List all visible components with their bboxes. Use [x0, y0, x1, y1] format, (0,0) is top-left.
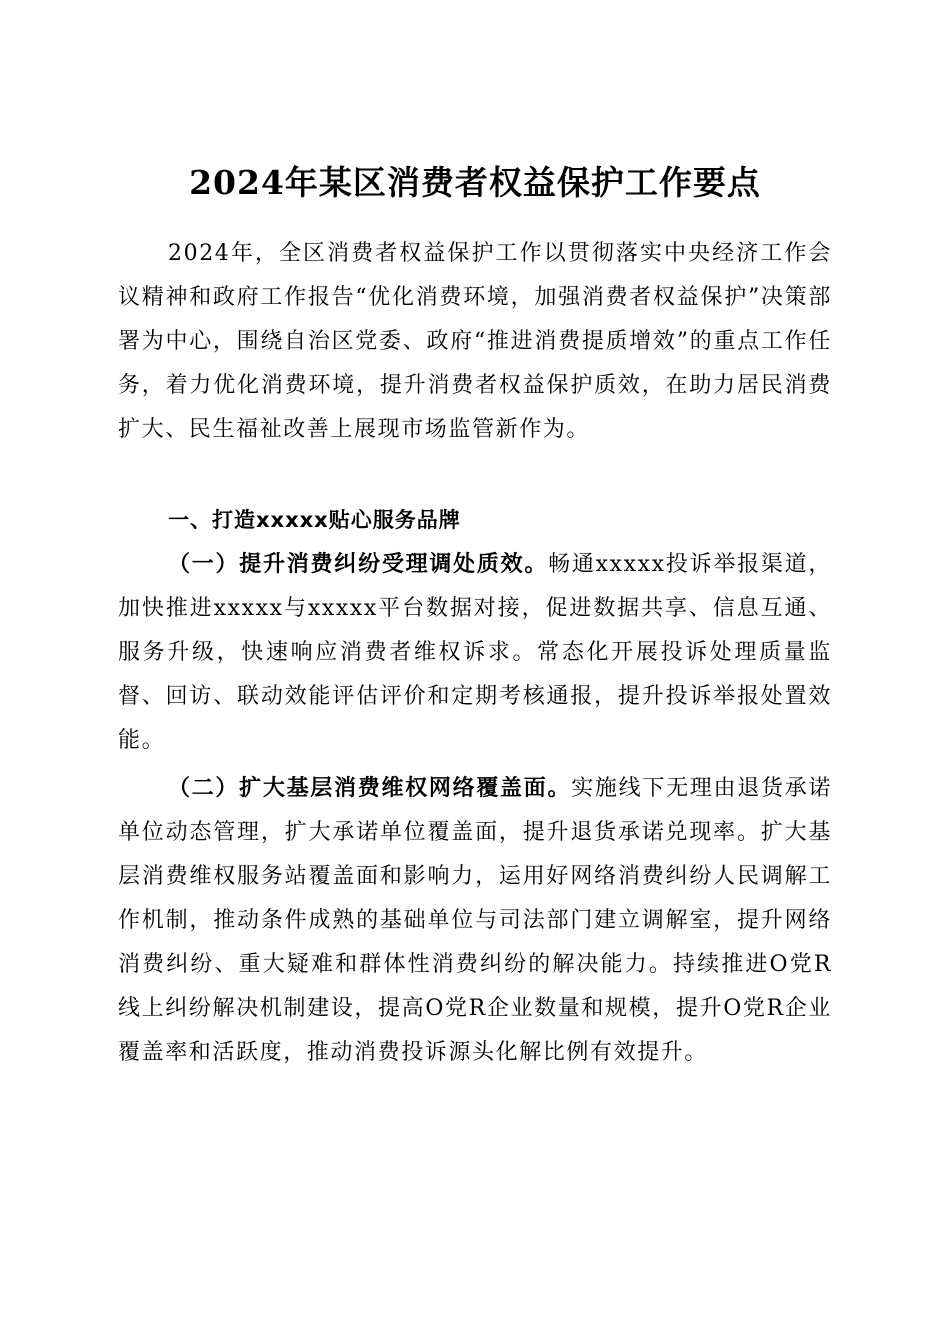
section1-item2-paragraph: [118, 766, 832, 1075]
section1-item2-text: 实施线下无理由退货承诺单位动态管理，扩大承诺单位覆盖面，提升退货承诺兑现率。扩大基层消费维权服务站覆盖面和影响力，运用好网络消费纠纷人民调解工作机制，推动条件成熟的基础单位与司法部门建立调解室，提升网络消费纠纷、重大疑难和群体性消费纠纷的解决能力。持续推进O党R线上纠纷解决机制建设，提高O党R企业数量和规模，提升O党R企业覆盖率和活跃度，推动消费投诉源头化解比例有效提升。: [118, 776, 833, 1065]
section-heading-1: 一、打造xxxxx贴心服务品牌: [168, 508, 461, 532]
document-title: 2024年某区消费者权益保护工作要点: [189, 163, 761, 203]
section1-item1-paragraph: [118, 542, 832, 763]
intro-paragraph: 2024年，全区消费者权益保护工作以贯彻落实中央经济工作会议精神和政府工作报告“优化消费环境，加强消费者权益保护”决策部署为中心，围绕自治区党委、政府“推进消费提质增效”的重点工作任务，着力优化消费环境，提升消费者权益保护质效，在助力居民消费扩大、民生福祉改善上展现市场监管新作为。: [118, 241, 832, 442]
section1-item1-text: 畅通xxxxx投诉举报渠道，加快推进xxxxx与xxxxx平台数据对接，促进数据共享、信息互通、服务升级，快速响应消费者维权诉求。常态化开展投诉处理质量监督、回访、联动效能评估评价和定期考核通报，提升投诉举报处置效能。: [118, 552, 833, 753]
section1-item2-label: （二）扩大基层消费维权网络覆盖面。: [168, 775, 572, 801]
section1-item1-label: （一）提升消费纠纷受理调处质效。: [168, 551, 549, 577]
